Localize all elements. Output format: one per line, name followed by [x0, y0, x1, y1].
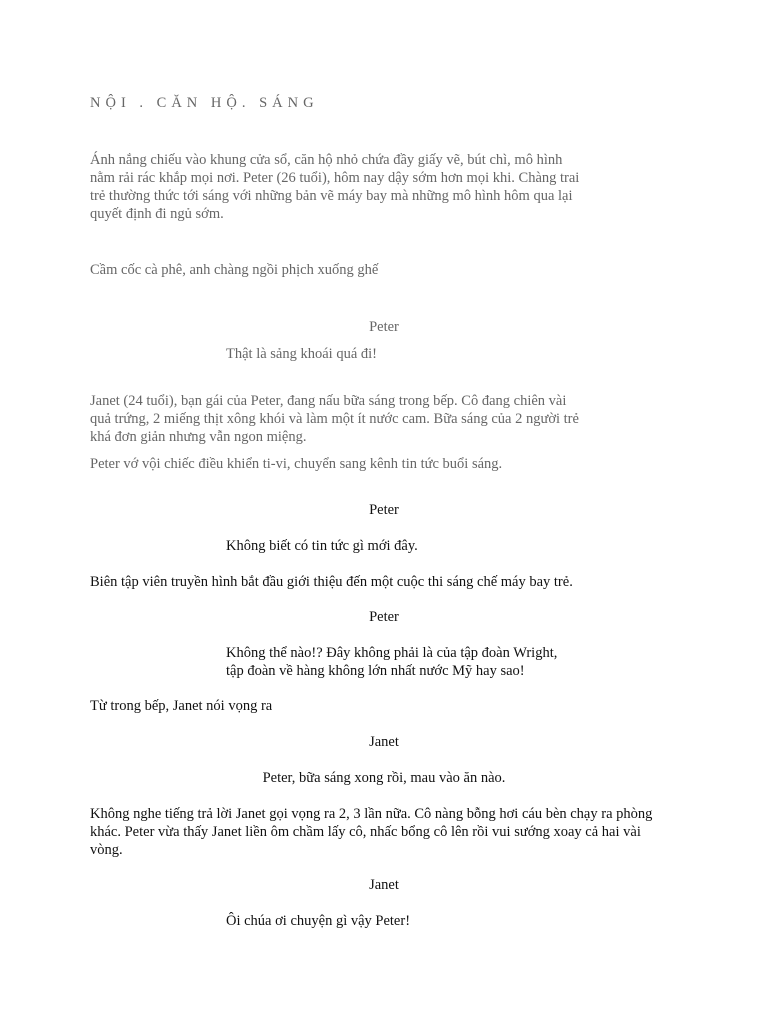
action-line: Không nghe tiếng trả lời Janet gọi vọng ra 2, 3 lần nữa. Cô nàng bỗng hơi cáu bèn chạy ra phòng khác. Peter vừa thấy Janet liền ôm chầm lấy cô, nhấc bổng cô lên rồi vui sướng xoay cả hai vài vòng.: [90, 806, 653, 858]
character-name: Peter: [369, 609, 399, 625]
dialogue-line: Không biết có tin tức gì mới đây.: [226, 538, 418, 554]
scene-heading: NỘI . CĂN HỘ. SÁNG: [90, 95, 319, 111]
character-name: Janet: [369, 877, 399, 893]
character-name: Peter: [369, 502, 399, 518]
action-line: Biên tập viên truyền hình bắt đầu giới thiệu đến một cuộc thi sáng chế máy bay trẻ.: [90, 574, 573, 590]
action-line: Cầm cốc cà phê, anh chàng ngồi phịch xuống ghế: [90, 262, 379, 278]
dialogue-line: Thật là sảng khoái quá đi!: [226, 346, 377, 362]
dialogue-line: Peter, bữa sáng xong rồi, mau vào ăn nào.: [262, 770, 506, 786]
action-line: Peter vớ vội chiếc điều khiển ti-vi, chuyển sang kênh tin tức buổi sáng.: [90, 456, 503, 472]
action-line: Từ trong bếp, Janet nói vọng ra: [90, 698, 273, 714]
dialogue-line: Không thể nào!? Đây không phải là của tập đoàn Wright, tập đoàn về hàng không lớn nhất nước Mỹ hay sao!: [226, 645, 558, 679]
dialogue-line: Ôi chúa ơi chuyện gì vậy Peter!: [226, 913, 411, 929]
character-name: Peter: [369, 319, 399, 335]
action-line: Ánh nắng chiếu vào khung cửa sổ, căn hộ nhỏ chứa đầy giấy vẽ, bút chì, mô hình nằm rải rác khắp mọi nơi. Peter (26 tuổi), hôm nay dậy sớm hơn mọi khi. Chàng trai trẻ thường thức tới sáng với những bản vẽ máy bay mà những mô hình hôm qua lại quyết định đi ngủ sớm.: [90, 152, 580, 222]
action-line: Janet (24 tuổi), bạn gái của Peter, đang nấu bữa sáng trong bếp. Cô đang chiên vài quả trứng, 2 miếng thịt xông khói và làm một ít nước cam. Bữa sáng của 2 người trẻ khá đơn giản nhưng vẫn ngon miệng.: [90, 393, 579, 445]
character-name: Janet: [369, 734, 399, 750]
